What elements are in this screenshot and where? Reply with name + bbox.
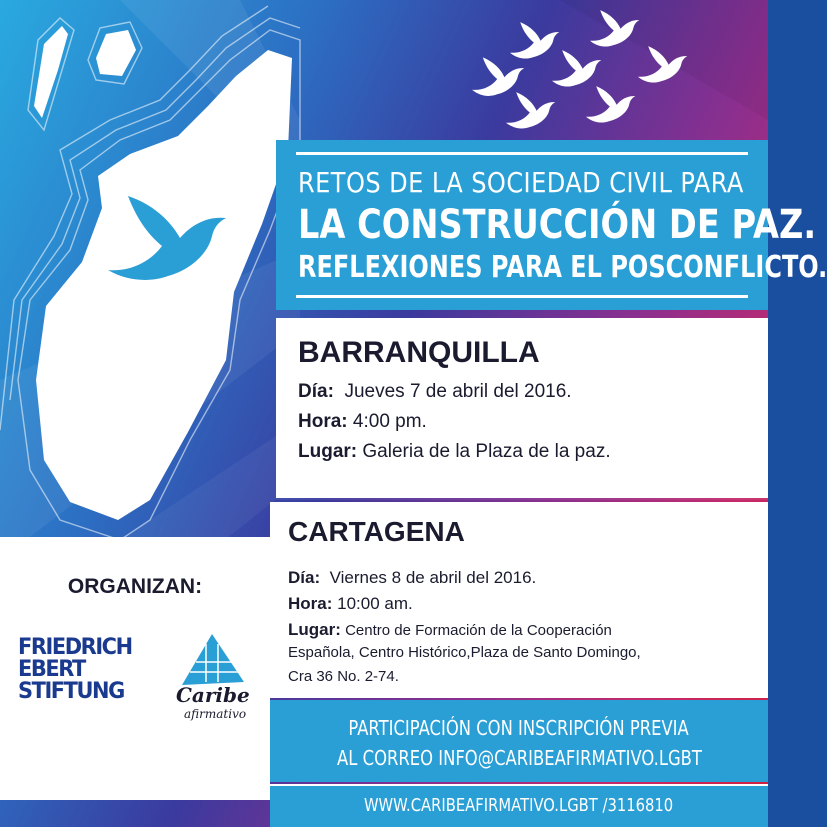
fes-logo xyxy=(18,637,138,703)
barranquilla-city: BARRANQUILLA xyxy=(298,336,540,369)
registration-line-1: PARTICIPACIÓN CON INSCRIPCIÓN PREVIA xyxy=(348,716,690,740)
cartagena-lugar: Lugar: Centro de Formación de la Cooperación xyxy=(288,620,612,639)
cartagena-section xyxy=(270,502,768,698)
barranquilla-dia: Día: Jueves 7 de abril del 2016. xyxy=(298,381,572,402)
caribe-name: Caribe xyxy=(176,683,250,707)
title-line-1: RETOS DE LA SOCIEDAD CIVIL PARA xyxy=(298,166,744,199)
cartagena-lugar-line-2: Española, Centro Histórico,Plaza de Santo Domingo, xyxy=(288,644,641,661)
fes-line-2: EBERT xyxy=(18,657,85,682)
title-line-3: REFLEXIONES PARA EL POSCONFLICTO. xyxy=(298,250,827,285)
title-rule-bottom xyxy=(296,295,748,298)
title-rule-top xyxy=(296,152,748,155)
website-footer xyxy=(270,784,768,827)
title-line-2: LA CONSTRUCCIÓN DE PAZ. xyxy=(298,202,817,248)
fes-line-3: STIFTUNG xyxy=(18,679,124,704)
fes-line-1: FRIEDRICH xyxy=(18,635,132,660)
organizers-heading: ORGANIZAN: xyxy=(67,575,203,598)
barranquilla-lugar: Lugar: Galeria de la Plaza de la paz. xyxy=(298,441,611,462)
barranquilla-hora: Hora: 4:00 pm. xyxy=(298,411,427,432)
cartagena-lugar-line-3: Cra 36 No. 2-74. xyxy=(288,668,399,685)
caribbean-map-icon xyxy=(0,0,300,540)
barranquilla-section xyxy=(276,318,768,498)
website-text: WWW.CARIBEAFIRMATIVO.LGBT /3116810 xyxy=(364,795,674,816)
organizers-panel xyxy=(0,537,270,800)
cartagena-hora: Hora: 10:00 am. xyxy=(288,594,413,613)
title-banner xyxy=(276,140,827,310)
caribe-subtitle: afirmativo xyxy=(184,707,247,721)
dove-flock-icon xyxy=(460,0,760,140)
cartagena-dia: Día: Viernes 8 de abril del 2016. xyxy=(288,568,537,587)
registration-email: AL CORREO INFO@CARIBEAFIRMATIVO.LGBT xyxy=(336,746,702,770)
cartagena-city: CARTAGENA xyxy=(288,516,465,547)
registration-banner xyxy=(270,700,768,782)
